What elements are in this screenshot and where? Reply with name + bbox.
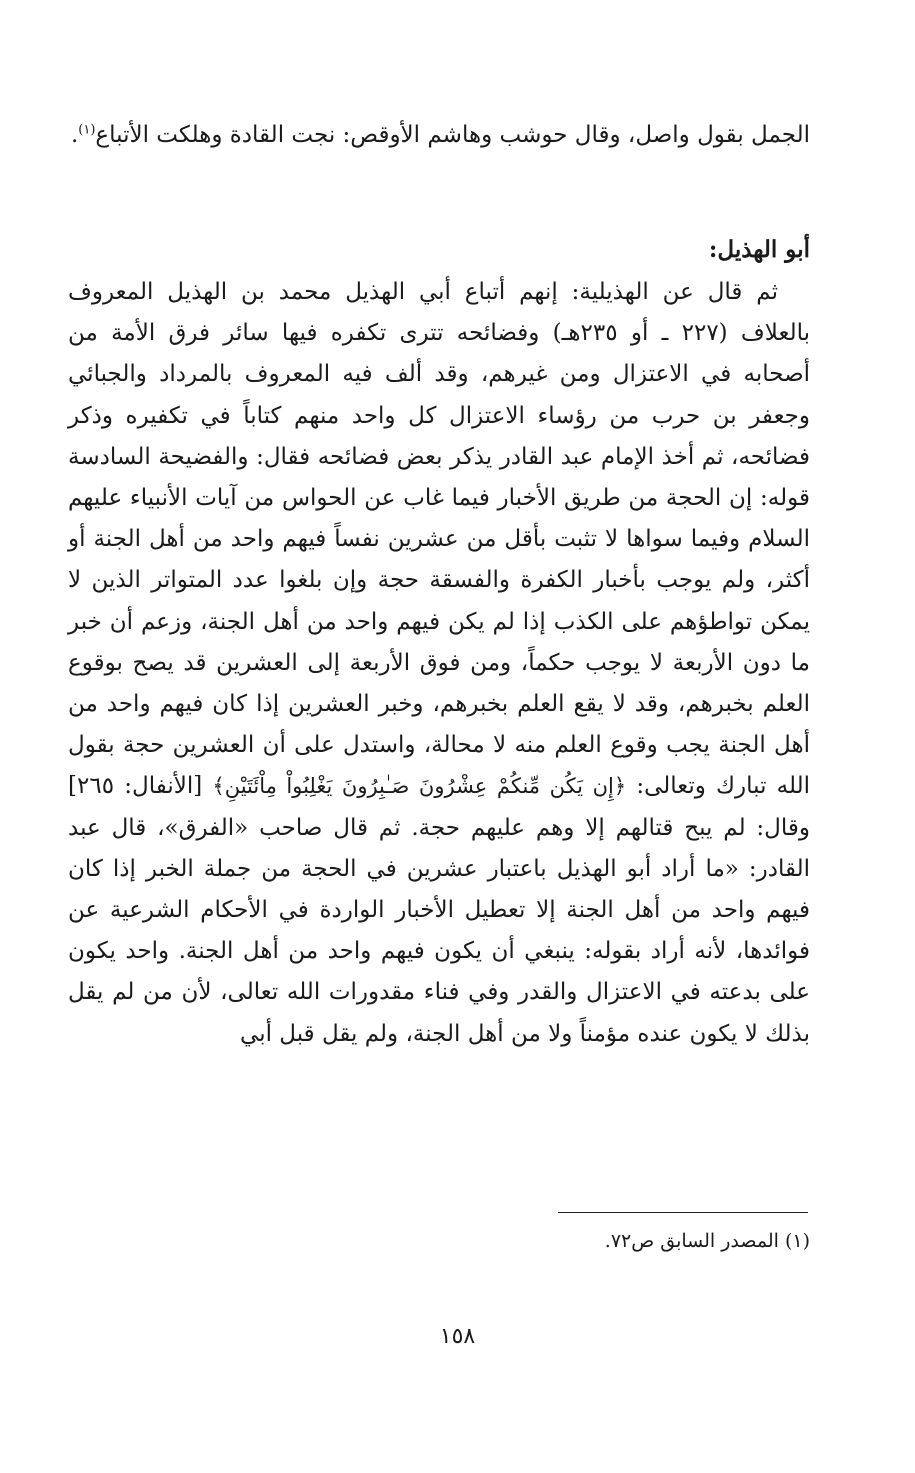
footnote-reference[interactable]: (١) [78,122,96,138]
intro-end: . [70,122,79,148]
main-paragraph [68,272,810,1055]
footnote-divider [558,1212,808,1213]
section-heading: أبو الهذيل: [708,236,810,263]
quran-verse: ﴿إِن يَكُن مِّنكُمْ عِشْرُونَ صَـٰبِرُونَ يَغْلِبُواْ مِاْئَتَيْنِ﴾ [212,774,627,799]
page-number: ١٥٨ [439,1324,476,1349]
intro-text: الجمل بقول واصل، وقال حوشب وهاشم الأوقص: نجت القادة وهلكت الأتباع [95,122,810,148]
intro-paragraph [68,115,810,156]
footnote: (١) المصدر السابق ص٧٢. [604,1230,810,1252]
paragraph-part-b: وقال: لم يبح قتالهم إلا وهم عليهم حجة. ثم قال صاحب «الفرق»، قال عبد القادر: «ما أراد أبو الهذيل باعتبار عشرين في الحجة من جملة الخبر إذا كان فيهم واحد من أهل الجنة إلا تعطيل الأخبار الواردة في الأحكام الشرعية عن فوائدها، لأنه أراد بقوله: ينبغي أن يكون فيهم واحد من أهل الجنة. واحد يكون على بدعته في الاعتزال والقدر وفي فناء مقدورات الله تعالى، لأن من لم يقل بذلك لا يكون عنده مؤمناً ولا من أهل الجنة، ولم يقل قبل أبي [68,814,810,1047]
paragraph-body [68,272,810,1055]
verse-citation: [الأنفال: ٢٦٥] [68,773,203,800]
paragraph-part-a: ثم قال عن الهذيلية: إنهم أتباع أبي الهذيل محمد بن الهذيل المعروف بالعلاف (٢٢٧ ـ أو ٢٣٥هـ) وفضائحه تترى تكفره فيها سائر فرق الأمة من أصحابه في الاعتزال ومن غيرهم، وقد ألف فيه المعروف بالمرداد والجبائي وجعفر بن حرب من رؤساء الاعتزال كل واحد منهم كتاباً في تكفيره وذكر فضائحه، ثم أخذ الإمام عبد القادر يذكر بعض فضائحه فقال: والفضيحة السادسة قوله: إن الحجة من طريق الأخبار فيما غاب عن الحواس من آيات الأنبياء عليهم السلام وفيما سواها لا تثبت بأقل من عشرين نفساً فيهم واحد من أهل الجنة أو أكثر، ولم يوجب بأخبار الكفرة والفسقة حجة وإن بلغوا عدد المتواتر الذين لا يمكن تواطؤهم على الكذب إذا لم يكن فيهم واحد من أهل الجنة، وزعم أن خبر ما دون الأربعة لا يوجب حكماً، ومن فوق الأربعة إلى العشرين قد يصح بوقوع العلم بخبرهم، وقد لا يقع العلم بخبرهم، وخبر العشرين إذا كان فيهم واحد من أهل الجنة يجب وقوع العلم منه لا محالة، واستدل على أن العشرين حجة بقول الله تبارك وتعالى: [68,279,810,800]
